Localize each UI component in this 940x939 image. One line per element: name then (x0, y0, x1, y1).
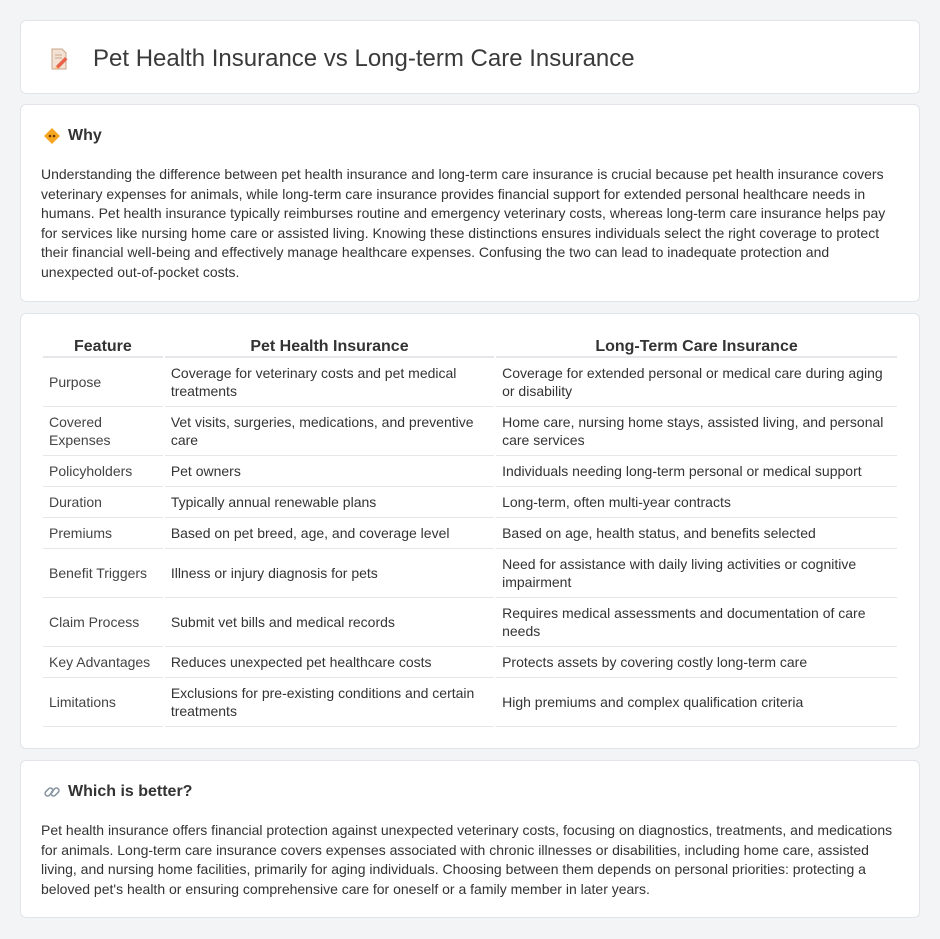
pet-cell: Coverage for veterinary costs and pet medical treatments (165, 358, 494, 407)
header-feature: Feature (43, 334, 163, 358)
why-title: Why (68, 127, 102, 144)
better-text: Pet health insurance offers financial protection against unexpected veterinary costs, focusing on diagnostics, treatments, and medications for animals. Long-term care insurance covers expenses associated with chronic illnesses or disabilities, including home care, assisted living, and nursing home facilities, primarily for aging individuals. Choosing between them depends on personal priorities: protecting a beloved pet's health or ensuring comprehensive care for oneself or a family member in later years. (41, 822, 893, 897)
comparison-table-card (20, 313, 920, 749)
feature-cell: Covered Expenses (43, 407, 163, 456)
which-is-better-section (20, 760, 920, 918)
table-header-row (43, 334, 897, 358)
table-row (43, 518, 897, 549)
why-text: Understanding the difference between pet health insurance and long-term care insurance is crucial because pet health insurance covers veterinary expenses for animals, while long-term care insurance provides financial support for extended personal healthcare needs in humans. Pet health insurance typically reimburses routine and emergency veterinary costs, whereas long-term care insurance helps pay for services like nursing home care or assisted living. Knowing these distinctions ensures individuals select the right coverage to protect their financial well-being and effectively manage healthcare expenses. Confusing the two can lead to inadequate protection and unexpected out-of-pocket costs. (41, 166, 886, 280)
pet-cell: Vet visits, surgeries, medications, and preventive care (165, 407, 494, 456)
table-row (43, 487, 897, 518)
document-pencil-icon (47, 47, 71, 71)
pet-cell: Submit vet bills and medical records (165, 598, 494, 647)
ltc-cell: Long-term, often multi-year contracts (496, 487, 897, 518)
ltc-cell: Requires medical assessments and documentation of care needs (496, 598, 897, 647)
ltc-cell: Based on age, health status, and benefits selected (496, 518, 897, 549)
table-row (43, 549, 897, 598)
diamond-warning-icon (43, 127, 61, 145)
feature-cell: Premiums (43, 518, 163, 549)
feature-cell: Key Advantages (43, 647, 163, 678)
pet-cell: Illness or injury diagnosis for pets (165, 549, 494, 598)
ltc-cell: Coverage for extended personal or medical care during aging or disability (496, 358, 897, 407)
feature-cell: Claim Process (43, 598, 163, 647)
pet-cell: Reduces unexpected pet healthcare costs (165, 647, 494, 678)
why-section (20, 104, 920, 302)
pet-cell: Typically annual renewable plans (165, 487, 494, 518)
feature-cell: Purpose (43, 358, 163, 407)
ltc-cell: High premiums and complex qualification criteria (496, 678, 897, 727)
header-pet-health-insurance: Pet Health Insurance (165, 334, 494, 358)
ltc-cell: Individuals needing long-term personal or medical support (496, 456, 897, 487)
table-row (43, 358, 897, 407)
ltc-cell: Home care, nursing home stays, assisted living, and personal care services (496, 407, 897, 456)
why-heading (43, 127, 102, 145)
table-row (43, 678, 897, 727)
feature-cell: Policyholders (43, 456, 163, 487)
feature-cell: Duration (43, 487, 163, 518)
comparison-table (41, 334, 899, 727)
feature-cell: Benefit Triggers (43, 549, 163, 598)
link-icon (43, 783, 61, 801)
pet-cell: Exclusions for pre-existing conditions and certain treatments (165, 678, 494, 727)
header-long-term-care-insurance: Long-Term Care Insurance (496, 334, 897, 358)
table-row (43, 407, 897, 456)
better-title: Which is better? (68, 783, 193, 800)
pet-cell: Pet owners (165, 456, 494, 487)
page-title: Pet Health Insurance vs Long-term Care Insurance (93, 45, 635, 72)
header-card (20, 20, 920, 94)
ltc-cell: Protects assets by covering costly long-term care (496, 647, 897, 678)
table-row (43, 598, 897, 647)
better-heading (43, 783, 192, 801)
table-row (43, 456, 897, 487)
ltc-cell: Need for assistance with daily living activities or cognitive impairment (496, 549, 897, 598)
title-row (47, 45, 635, 73)
feature-cell: Limitations (43, 678, 163, 727)
pet-cell: Based on pet breed, age, and coverage level (165, 518, 494, 549)
table-row (43, 647, 897, 678)
